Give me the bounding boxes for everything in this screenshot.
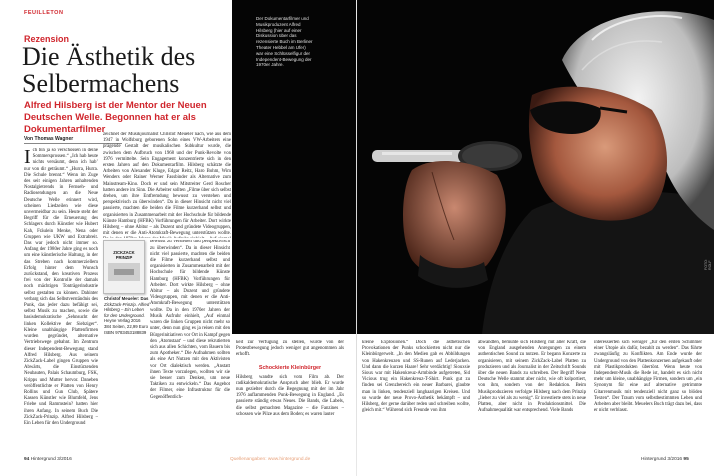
article-column-1 [24, 148, 98, 448]
photo-caption: Der Dokumentarfilmer und Musikproduzent Alfred Hilsberg (hier auf einer Diskussion über das rezensierte Buch im Berliner Theater Hebbel am Ufer) war eine Schlüsselfigur der Independent-Bewegung der 1970er Jahre. [256, 16, 313, 68]
page-gutter [356, 0, 357, 476]
column-3-text-2: Hilsberg wandte sich vom Film ab. Der radikaldemokratische Anspruch aber blieb. Er wurde nun gezielter durch die Begegnung mit der im Jahr 1976 auflammenden Punk-Bewegung in England. „Es passierte ständig etwas Neues. Die Bands, die Labels, die selbst gemachten Magazine – die Fanzines – schossen wie Pilze aus dem Boden; es waren lauter [236, 374, 344, 417]
book-caption-author: Christof Meueler: Das [104, 296, 149, 301]
book-caption-pages: 384 Seiten, 22,99 Euro [104, 323, 148, 329]
article-column-6 [594, 340, 702, 450]
column-2-text: zeichnet der Musikjournalist Christof Meueler nach, wie aus dem 1947 in Wolfsburg geborenen Sohn eines VW-Arbeiters eine prägende Gestalt der musikalischen Subkultur wurde, die zwischen dem Aufbruch von 1968 und der Punk-Revolte von 1976 vermittelte. Sein Engagement konzentrierte sich in den ersten Jahren auf den Dokumentarfilm. Hilsberg schätzte die Arbeiten von Alexander Kluge, Edgar Reitz, Haro Bohm, Wim Wenders oder Rainer Werner Fassbinder als Alternative zum Mainstream-Kino. Doch er und sein Mitstreiter Gerd Roscher hatten andere im Sinn. Die Arbeiter sollten „Filme über sich selbst drehen, um ihre Entfremdung bewusst zu verstehen und perspektivisch zu überwinden“. Da in dieser Hinsicht nicht viel passierte, machten die beiden die Filme kurzerhand selbst und organisierten in Zusammenarbeit mit der Hochschule für bildende Künste Hamburg (HFBK) Vorführungen für Arbeiter. Dort wirkte Hilsberg – ohne Abitur – als Dozent und gründete Videogruppen, mit denen er die Anti-Atomkraft-Bewegung unterstützen wollte. [103, 132, 231, 237]
left-magazine-issue: Hintergrund 3/2016 [30, 457, 72, 462]
right-magazine-issue: Hintergrund 3/2016 [641, 457, 683, 462]
photo-credit: FOTO: ROLF [704, 259, 712, 270]
deck: Alfred Hilsberg ist der Mentor der Neuen Deutschen Welle. Begonnen hat er als Dokumentarfilmer [24, 100, 207, 135]
column-5-text: abwandten, bemühte sich Hilsberg mit aller Kraft, die von England ausgehenden Anregungen zu einem authentischen Sound zu nutzen. Er begann Konzerte zu organisieren, mit seinem ZickZack-Label Platten zu produzieren und als Journalist in der Zeitschrift Sounds über die neuen Bands zu schreiben. Der Begriff Neue Deutsche Welle stammt aber nicht, wie oft kolportiert, von ihm, sondern von der Redaktion. Beim Musikproduzieren verfolgte Hilsberg nach dem Prinzip „lieber zu viel als zu wenig“. Er investierte stets in neue Platten, aber nicht in Produktionsmittel. Die Aufnahmequalität war entsprechend. Viele Bands [478, 340, 586, 414]
footer-web-link[interactable]: Quellenangaben: www.hintergrund.de [230, 457, 311, 462]
subheading: Schockierte Kleinbürger [258, 364, 322, 371]
article-column-3 [236, 340, 344, 450]
book-cover [103, 240, 145, 294]
section-rubric: FEUILLETON [24, 10, 64, 16]
book-caption-publisher: Heyne Verlag 2016 [104, 318, 141, 324]
book-caption-isbn: ISBN 9783453188839 [104, 329, 147, 335]
column-3-text: keit zur Verfügung zu stellen, wurde von der Protestbewegung jedoch weniger gut angenommen als erhofft. [236, 340, 344, 358]
book-cover-title: ZICKZACK PRINZIP [113, 250, 135, 260]
column-2-text-continued: bewusst zu verstehen und perspektivisch zu überwinden“. Da in dieser Hinsicht nicht viel passierte, machten die beiden die Filme kurzerhand selbst und organisierten in Zusammenarbeit mit der Hochschule für bildende Künste Hamburg (HFBK) Vorführungen für Arbeiter. Dort wirkte Hilsberg – ohne Abitur – als Dozent und gründete Videogruppen, mit denen er die Anti-Atomkraft-Bewegung unterstützen wollte. Da in den 1970er Jahren der Musik Aufruhr einhielt, „Auf einmal waren die linken Gruppen nicht mehr so unter, denn nun ging es ja reisen mit den Bürgerinitiativen vor Ort in Kampf gegen den ‚Atomstaat‘ – und diese rekrutierten sich aus allen Schichten, vom Bauern bis zum Apotheker.“ Die Aufnahmen sollten als eine Art Nutzen mit den Aktivisten vor Ort dialektisch werden. „Anstatt ihnen Texte vorzulegen, wollten wir sie sie besser zum Denken, um neue Taktiken zu entwickeln.“ Das Angebot der Filmer, eine Infrastruktur für die Gegenöffentlich- [150, 240, 230, 400]
column-1-text: ch bin ja so verschossen in deine Sommersprossen.“ „Ich hab heute nichts versäumt, denn ich hab’ nur von dir geträumt.“ „Hurra, Hurra. Die Schule brennt.“ Wenn im Zuge des seit einigen Jahren anhaltenden Nostalgietrends in Fernseh- und Radiosendungen an die Neue Deutsche Welle erinnert wird, scheinen Liedzeilen wie diese unvermeidbar zu sein. Heute steht der Begriff für die Erneuerung des Schlagers durch Künstler wie Hubert Kah, Fräulein Menke, Nena oder Gruppen wie UKW und Extrabreit. Das war jedoch nicht immer so. Anfang der 1980er Jahre ging es noch um eine künstlerische Haltung, in der das Streben nach kommerziellem Erfolg hinter dem Wunsch zurückstand, den kreativen Prozess frei von der Kontrolle der damals noch mächtigen Tonträgerindustrie selbst gestalten zu können. Dahinter verbarg sich das Selbstverständnis des Punk, das jeder dazu befähigt sei, selbst Musik zu machen, sowie die basisdemokratische „Sehnsucht der linken Kollektive der Siebziger“. Kleine unabhängige Plattenfirmen wurden gegründet, alternative Vertriebswege gebahnt. Im Zentrum dieser Independent-Bewegung stand Alfred Hilsberg. Aus seinem ZickZack-Label gingen Gruppen wie Abwärts, die Einstürzenden Neubauten, Palais Schaumburg, FSK, Kripps und Mutter hervor. Daneben veröffentlichte er Platten von Henry Rollins und Gun Club, Spätere Kassen Künstler wie Blumfeld, Jens Friebe und Rammstein? hatten hier ihren Anfang. In seinem Buch Die ZickZack-Prinzip. Alfred Hilsberg – Ein Leben für den Underground [24, 148, 98, 426]
column-4-text: kleine Explosionen.“ Doch die ästhetischen Provokationen der Punks schockierten nicht nur die Kleinbürgerwelt. „In den Medien gab es Abbildungen von Hakenkreuzen und SS-Runen auf Lederjacken. Und dann die kurzen Haare! Sehr verdächtig! Siouxsie Sioux war mit Hakenkreuz-Armbinde aufgetreten, Sid Vicious trug ein Hakenkreuz-T-Shirt. Punk gut zu finden sei Grenzbereich ein neuer Barbarei, glaubte man in linken, tendenziell langhaarigen Kreisen. Und so wurde der neue Provo-Ästhetik bekämpft – und Hilsberg, der gerne darüber reden und schreiben wollte, gleich mit.“ Während sich Freunde von ihm [362, 340, 470, 414]
kicker: Rezension [24, 34, 70, 44]
book-cover-graphic [114, 269, 134, 275]
headline: Die Ästhetik des Selbermachens [22, 42, 196, 98]
left-page-number: 94 [24, 457, 30, 462]
book-caption [104, 296, 150, 335]
article-column-4 [362, 340, 470, 450]
right-page-number: 95 [683, 457, 689, 462]
footer-right [641, 457, 689, 462]
article-column-5 [478, 340, 586, 450]
article-column-2-bottom [150, 240, 230, 448]
book-caption-title: ZickZack-Prinzip. Alfred Hilsberg – Ein Leben für den Underground. [104, 301, 150, 318]
article-column-2-top [103, 132, 231, 238]
footer-left [24, 457, 72, 462]
column-6-text: interessierten sich weniger „für den ersten Schimmer einer Utopie als dafür, bezahlt zu werden“. Das führte zwangsläufig zu Konflikten. Am Ende wurde der Underground von den Plattenkonzernen aufgekauft oder mit Plastikprodukten übertönt. Wenn heute von Independent-Musik die Rede ist, handelt es sich nicht mehr um kleine, unabhängige Firmen, sondern um „ein Synonym für eine auf alternative getrimmte Gitarrenmusik mit tendenziell nicht ganz so blöden Texten“. Der Traum vom selbstbestimmten Leben und Arbeiten aber bleibt. Meuelers Buch trägt dazu bei, dass er nicht verblasst. [594, 340, 702, 414]
drop-cap: I [24, 148, 31, 168]
byline: Von Thomas Wagner [24, 136, 74, 142]
